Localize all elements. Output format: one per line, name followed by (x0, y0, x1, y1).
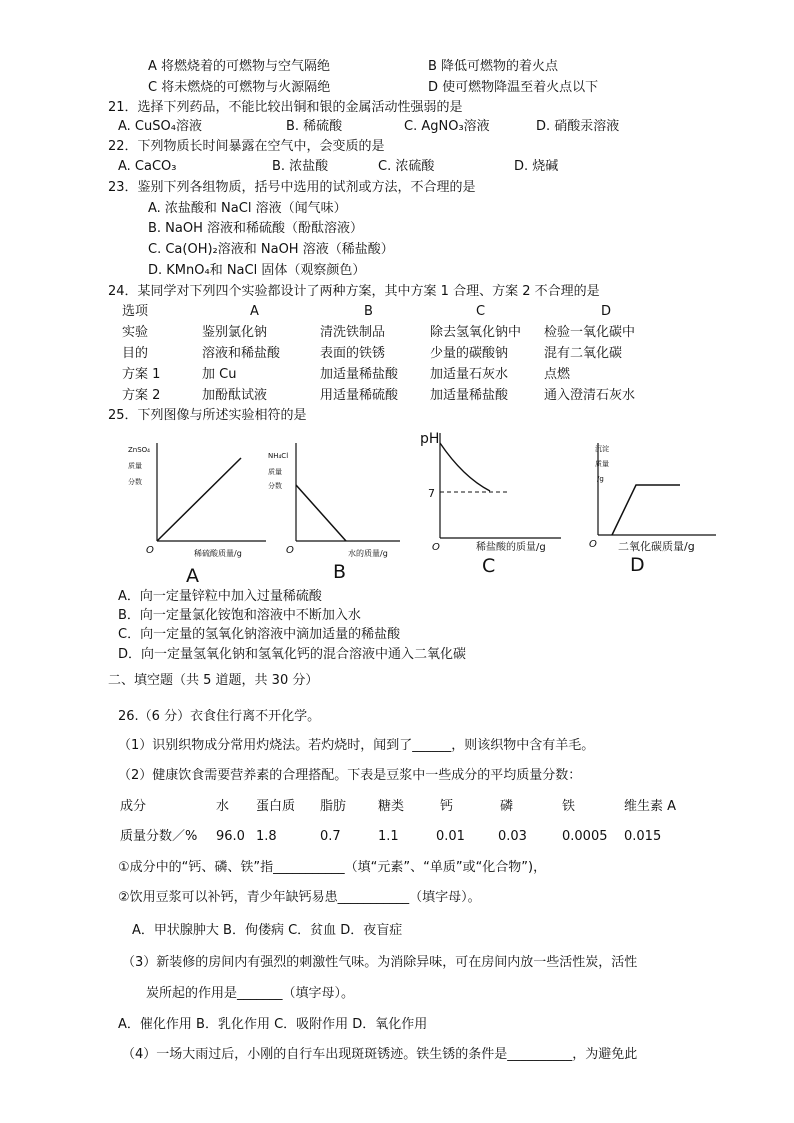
q21-option-d: D. 硝酸汞溶液 (536, 119, 620, 134)
q24-cell-r1-c3: 除去氢氧化钠中 (430, 325, 522, 340)
chart-d-ylabel-2: 质量 (595, 460, 609, 468)
chart-d-ylabel-1: 沉淀 (595, 445, 609, 453)
q26-stem: 26.（6 分）衣食住行离不开化学。 (118, 709, 321, 724)
q26-table-cell-5: 0.01 (436, 829, 465, 844)
section2-title: 二、填空题（共 5 道题，共 30 分） (108, 673, 319, 688)
q22-option-d: D. 烧碱 (514, 159, 559, 174)
chart-a-ylabel-2: 质量 (128, 462, 142, 470)
q26-table-cell-3: 0.7 (320, 829, 341, 844)
chart-a-xlabel: 稀硫酸质量/g (194, 549, 242, 558)
chart-a-ylabel-1: ZnSO₄ (128, 446, 150, 454)
chart-d (568, 438, 718, 586)
q22-option-b: B. 浓盐酸 (272, 159, 329, 174)
q22-stem: 22．下列物质长时间暴露在空气中，会变质的是 (108, 139, 385, 154)
q26-table-head-4: 糖类 (378, 799, 405, 814)
chart-d-letter: D (630, 554, 645, 576)
q24-cell-r0-c4: D (601, 304, 612, 319)
q24-cell-r4-c0: 方案 2 (122, 388, 161, 403)
chart-a (120, 438, 270, 586)
q25-option-c: C．向一定量的氢氧化钠溶液中滴加适量的稀盐酸 (118, 627, 401, 642)
q26-table-cell-0: 质量分数／% (120, 829, 198, 844)
chart-b-xlabel: 水的质量/g (348, 549, 388, 558)
chart-d-origin: O (589, 539, 597, 550)
q24-cell-r1-c1: 鉴别氯化钠 (202, 325, 268, 340)
q26-part2: （2）健康饮食需要营养素的合理搭配。下表是豆浆中一些成分的平均质量分数： (118, 768, 582, 783)
q26-part3-options: A．催化作用 B．乳化作用 C．吸附作用 D．氧化作用 (118, 1017, 428, 1032)
q26-table-head-2: 蛋白质 (256, 799, 296, 814)
q23-stem: 23．鉴别下列各组物质，括号中选用的试剂或方法，不合理的是 (108, 180, 476, 195)
q26-table-cell-7: 0.0005 (562, 829, 608, 844)
chart-b-curve (296, 485, 346, 541)
chart-d-curve (612, 485, 680, 535)
q24-cell-r1-c0: 实验 (122, 325, 149, 340)
q26-table-head-3: 脂肪 (320, 799, 347, 814)
q23-option-a: A. 浓盐酸和 NaCl 溶液（闻气味） (148, 201, 347, 216)
q26-part4: （4）一场大雨过后，小刚的自行车出现斑斑锈迹。铁生锈的条件是__________，为避免此 (122, 1047, 638, 1062)
q26-table-head-7: 铁 (562, 799, 576, 814)
q26-table-cell-1: 96.0 (216, 829, 245, 844)
chart-a-origin: O (146, 545, 154, 556)
chart-c-curve (440, 443, 490, 491)
q24-cell-r4-c4: 通入澄清石灰水 (544, 388, 636, 403)
q26-part3-cont: 炭所起的作用是_______（填字母）。 (146, 986, 355, 1001)
chart-c-xlabel: 稀盐酸的质量/g (476, 542, 546, 553)
q24-cell-r3-c2: 加适量稀盐酸 (320, 367, 399, 382)
chart-b (260, 438, 405, 586)
chart-d-xlabel: 二氧化碳质量/g (618, 540, 695, 553)
q26-part3: （3）新装修的房间内有强烈的刺激性气味。为消除异味，可在房间内放一些活性炭，活性 (122, 955, 638, 970)
q24-cell-r0-c2: B (364, 304, 373, 319)
q24-cell-r0-c3: C (476, 304, 486, 319)
q20-option-c: C 将未燃烧的可燃物与火源隔绝 (148, 80, 331, 95)
q26-sub1: ①成分中的“钙、磷、铁”指___________（填“元素”、“单质”或“化合物”)， (118, 860, 547, 875)
chart-b-ylabel-2: 质量 (268, 468, 282, 476)
chart-c-tick-7: 7 (428, 487, 435, 500)
q24-cell-r1-c4: 检验一氧化碳中 (544, 325, 636, 340)
q26-table-cell-8: 0.015 (624, 829, 662, 844)
chart-a-ylabel-3: 分数 (128, 478, 142, 486)
q24-cell-r4-c1: 加酚酞试液 (202, 388, 268, 403)
q26-table-head-6: 磷 (500, 799, 514, 814)
q21-stem: 21．选择下列药品，不能比较出铜和银的金属活动性强弱的是 (108, 100, 463, 115)
q25-option-a: A．向一定量锌粒中加入过量稀硫酸 (118, 589, 322, 604)
q26-table-head-8: 维生素 A (624, 799, 677, 814)
q26-table-head-5: 钙 (440, 799, 454, 814)
q26-table-head-0: 成分 (120, 799, 147, 814)
q23-option-b: B. NaOH 溶液和稀硫酸（酚酞溶液） (148, 221, 364, 236)
chart-a-letter: A (186, 565, 199, 586)
q26-table-cell-2: 1.8 (256, 829, 277, 844)
q20-option-b: B 降低可燃物的着火点 (428, 59, 559, 74)
q26-table-head-1: 水 (216, 799, 230, 814)
q24-cell-r2-c4: 混有二氧化碳 (544, 346, 623, 361)
q24-cell-r0-c1: A (250, 304, 259, 319)
q26-table-cell-6: 0.03 (498, 829, 527, 844)
chart-c-ylabel: pH (420, 431, 440, 447)
q24-cell-r3-c0: 方案 1 (122, 367, 161, 382)
q24-cell-r2-c1: 溶液和稀盐酸 (202, 346, 281, 361)
chart-c-origin: O (432, 542, 440, 553)
q24-cell-r2-c2: 表面的铁锈 (320, 346, 386, 361)
q23-option-d: D. KMnO₄和 NaCl 固体（观察颜色） (148, 263, 366, 278)
q22-option-c: C. 浓硫酸 (378, 159, 435, 174)
chart-c (418, 425, 566, 577)
q24-cell-r4-c3: 加适量稀盐酸 (430, 388, 509, 403)
q24-cell-r4-c2: 用适量稀硫酸 (320, 388, 399, 403)
q25-option-b: B．向一定量氯化铵饱和溶液中不断加入水 (118, 608, 361, 623)
chart-a-curve (157, 458, 241, 541)
q24-cell-r2-c0: 目的 (122, 346, 149, 361)
q25-option-d: D．向一定量氢氧化钠和氢氧化钙的混合溶液中通入二氧化碳 (118, 647, 467, 662)
q21-option-c: C. AgNO₃溶液 (404, 119, 490, 134)
q25-stem: 25．下列图像与所述实验相符的是 (108, 408, 307, 423)
chart-d-ylabel-3: /g (597, 475, 604, 483)
q21-option-a: A. CuSO₄溶液 (118, 119, 202, 134)
q24-cell-r1-c2: 清洗铁制品 (320, 325, 386, 340)
q23-option-c: C. Ca(OH)₂溶液和 NaOH 溶液（稀盐酸） (148, 242, 394, 257)
q24-cell-r3-c3: 加适量石灰水 (430, 367, 509, 382)
q24-cell-r0-c0: 选项 (122, 304, 149, 319)
q26-sub2-options: A．甲状腺肿大 B．佝偻病 C．贫血 D．夜盲症 (132, 923, 403, 938)
q24-stem: 24．某同学对下列四个实验都设计了两种方案，其中方案 1 合理、方案 2 不合理的是 (108, 284, 600, 299)
q20-option-d: D 使可燃物降温至着火点以下 (428, 80, 599, 95)
q22-option-a: A. CaCO₃ (118, 159, 177, 174)
q26-table-cell-4: 1.1 (378, 829, 399, 844)
chart-b-letter: B (333, 561, 347, 583)
q20-option-a: A 将燃烧着的可燃物与空气隔绝 (148, 59, 331, 74)
q26-part1: （1）识别织物成分常用灼烧法。若灼烧时，闻到了______，则该织物中含有羊毛。 (118, 738, 595, 753)
chart-b-ylabel-1: NH₄Cl (268, 452, 289, 460)
q24-cell-r3-c4: 点燃 (544, 367, 571, 382)
q21-option-b: B. 稀硫酸 (286, 119, 343, 134)
q24-cell-r3-c1: 加 Cu (202, 367, 237, 382)
chart-b-ylabel-3: 分数 (268, 482, 282, 490)
chart-c-letter: C (482, 555, 496, 577)
chart-b-origin: O (286, 545, 294, 556)
q24-cell-r2-c3: 少量的碳酸钠 (430, 346, 509, 361)
q26-sub2: ②饮用豆浆可以补钙，青少年缺钙易患___________（填字母）。 (118, 890, 481, 905)
